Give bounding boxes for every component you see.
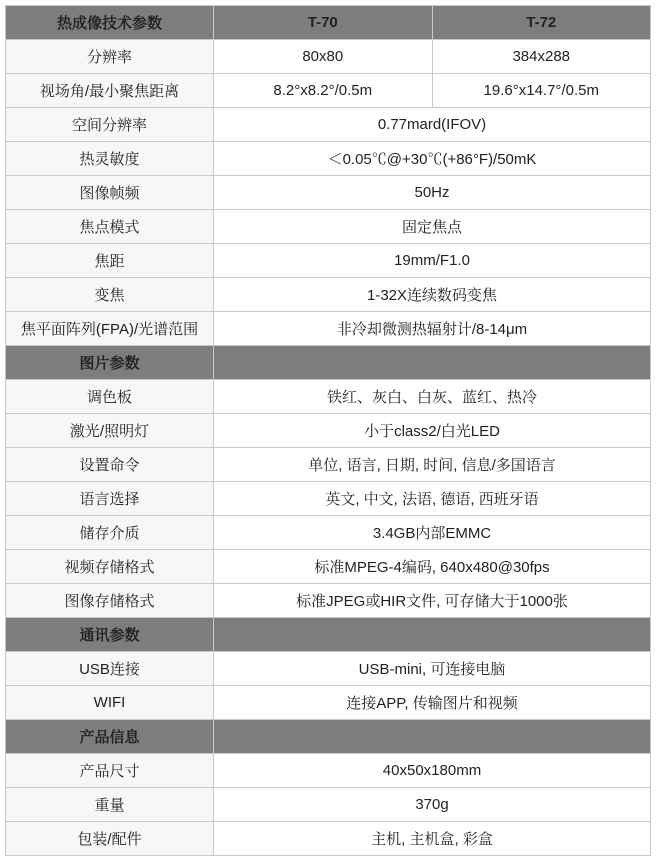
table-row (6, 244, 651, 278)
row-value-merged: USB-mini, 可连接电脑 (214, 652, 651, 686)
row-value-merged: 50Hz (214, 176, 651, 210)
table-row (6, 448, 651, 482)
table-row (6, 482, 651, 516)
table-row (6, 754, 651, 788)
table-row (6, 176, 651, 210)
table-row (6, 312, 651, 346)
table-row (6, 210, 651, 244)
row-label-cell: 焦距 (6, 244, 214, 278)
column-header-t70: T-70 (214, 6, 433, 40)
table-row (6, 516, 651, 550)
row-label-cell: 焦平面阵列(FPA)/光谱范围 (6, 312, 214, 346)
row-value-merged: 0.77mard(IFOV) (214, 108, 651, 142)
column-header-t72: T-72 (432, 6, 651, 40)
table-row (6, 278, 651, 312)
row-value-merged: 主机, 主机盒, 彩盒 (214, 822, 651, 856)
section-header-row (6, 720, 651, 754)
row-value-merged: 连接APP, 传输图片和视频 (214, 686, 651, 720)
row-label-cell: WIFI (6, 686, 214, 720)
row-label-cell: 热灵敏度 (6, 142, 214, 176)
row-label-cell: 语言选择 (6, 482, 214, 516)
row-value-merged: 标准JPEG或HIR文件, 可存储大于1000张 (214, 584, 651, 618)
row-label-cell: 设置命令 (6, 448, 214, 482)
row-label-cell: USB连接 (6, 652, 214, 686)
row-value-merged: 19mm/F1.0 (214, 244, 651, 278)
table-row (6, 40, 651, 74)
table-row (6, 584, 651, 618)
row-value-t70: 80x80 (214, 40, 433, 74)
row-value-merged: 非冷却微测热辐射计/8-14μm (214, 312, 651, 346)
row-value-merged: 铁红、灰白、白灰、蓝红、热冷 (214, 380, 651, 414)
row-value-merged: 1-32X连续数码变焦 (214, 278, 651, 312)
row-value-merged: 标准MPEG-4编码, 640x480@30fps (214, 550, 651, 584)
section-header-row (6, 618, 651, 652)
row-label-cell: 储存介质 (6, 516, 214, 550)
row-label-cell: 重量 (6, 788, 214, 822)
row-value-t72: 19.6°x14.7°/0.5m (432, 74, 651, 108)
row-label-cell: 变焦 (6, 278, 214, 312)
section-title-cell: 图片参数 (6, 346, 214, 380)
section-filler-cell (214, 618, 651, 652)
table-header-row (6, 6, 651, 40)
table-row (6, 652, 651, 686)
table-row (6, 380, 651, 414)
row-label-cell: 视场角/最小聚焦距离 (6, 74, 214, 108)
row-label-cell: 激光/照明灯 (6, 414, 214, 448)
row-value-merged: 40x50x180mm (214, 754, 651, 788)
row-value-merged: 固定焦点 (214, 210, 651, 244)
row-label-cell: 分辨率 (6, 40, 214, 74)
section-header-row (6, 346, 651, 380)
row-value-merged: 3.4GB内部EMMC (214, 516, 651, 550)
table-body (6, 6, 651, 856)
table-row (6, 822, 651, 856)
row-label-cell: 图像存储格式 (6, 584, 214, 618)
row-label-cell: 调色板 (6, 380, 214, 414)
row-value-t70: 8.2°x8.2°/0.5m (214, 74, 433, 108)
row-value-merged: 370g (214, 788, 651, 822)
table-row (6, 788, 651, 822)
row-label-cell: 图像帧频 (6, 176, 214, 210)
specification-table (5, 5, 651, 856)
table-row (6, 414, 651, 448)
row-label-cell: 产品尺寸 (6, 754, 214, 788)
row-value-merged: 英文, 中文, 法语, 德语, 西班牙语 (214, 482, 651, 516)
row-value-t72: 384x288 (432, 40, 651, 74)
table-row (6, 142, 651, 176)
row-value-merged: 单位, 语言, 日期, 时间, 信息/多国语言 (214, 448, 651, 482)
table-row (6, 74, 651, 108)
table-row (6, 108, 651, 142)
table-row (6, 550, 651, 584)
row-label-cell: 空间分辨率 (6, 108, 214, 142)
table-row (6, 686, 651, 720)
row-value-merged: ＜0.05℃@+30℃(+86°F)/50mK (214, 142, 651, 176)
row-value-merged: 小于class2/白光LED (214, 414, 651, 448)
section-filler-cell (214, 346, 651, 380)
section-title-cell: 产品信息 (6, 720, 214, 754)
section-title-cell: 通讯参数 (6, 618, 214, 652)
row-label-cell: 包装/配件 (6, 822, 214, 856)
row-label-cell: 视频存储格式 (6, 550, 214, 584)
row-label-cell: 焦点模式 (6, 210, 214, 244)
section-filler-cell (214, 720, 651, 754)
table-title-cell: 热成像技术参数 (6, 6, 214, 40)
